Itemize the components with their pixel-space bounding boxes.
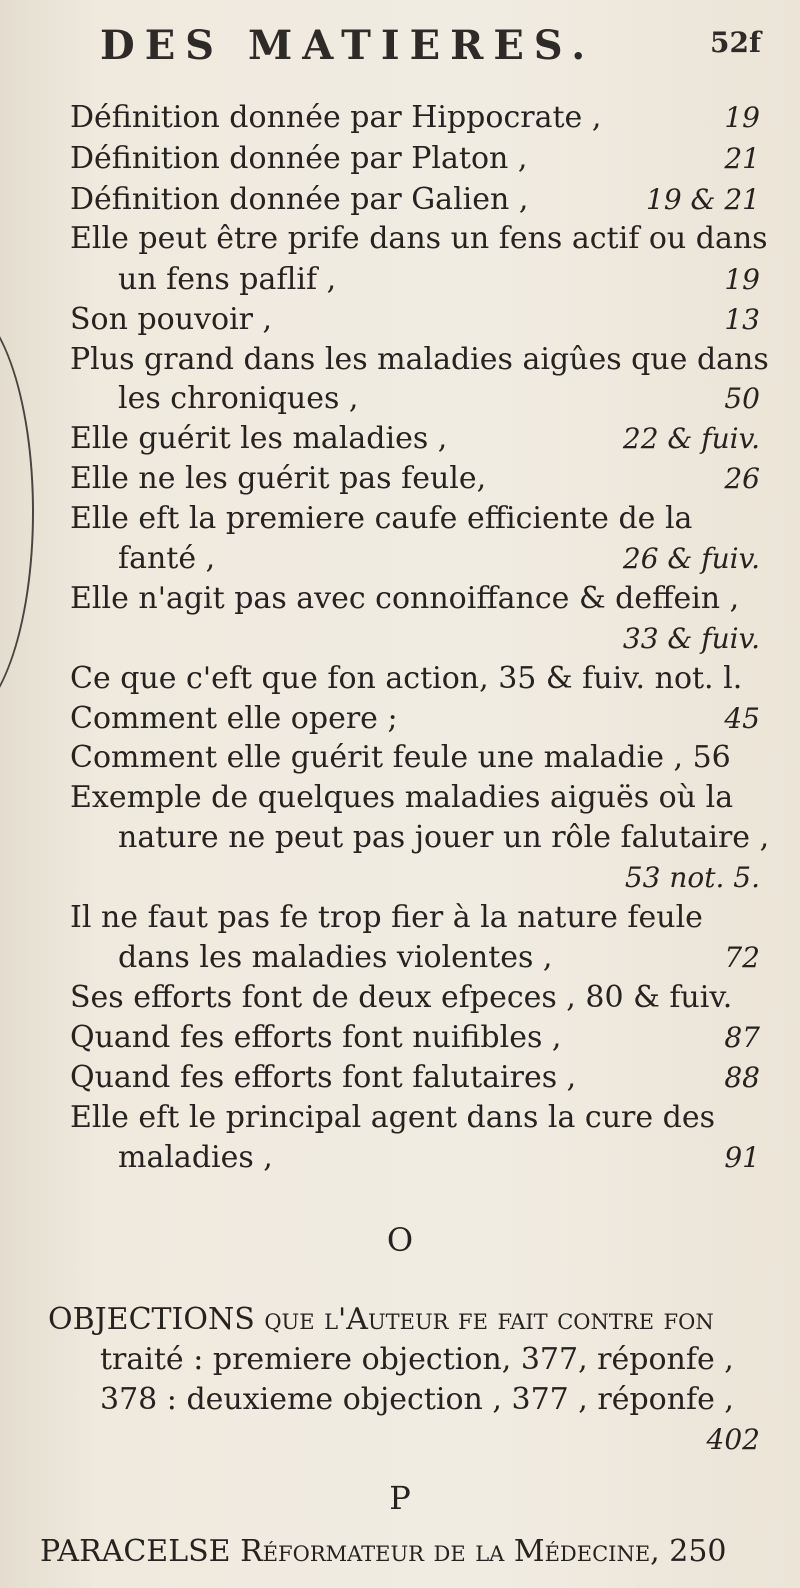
index-entry-text: Il ne faut pas fe trop fier à la nature feule xyxy=(70,900,703,935)
index-entry-text: OBJECTIONS que l'Auteur fe fait contre fon xyxy=(48,1302,714,1337)
page-header xyxy=(0,10,800,80)
index-entry-text: Exemple de quelques maladies aiguës où la xyxy=(70,780,734,815)
index-entry-text: les chroniques , xyxy=(118,381,359,416)
page-number: 52f xyxy=(710,26,762,59)
index-entry-text: maladies , xyxy=(118,1140,273,1175)
index-entry-text: dans les maladies violentes , xyxy=(118,940,553,975)
index-entry-text: Son pouvoir , xyxy=(70,302,273,337)
index-entry-ref: 19 xyxy=(724,101,760,134)
index-entry-text: Elle n'agit pas avec connoiffance & deffein , xyxy=(70,581,740,616)
index-entry-text: Elle eft le principal agent dans la cure des xyxy=(70,1100,716,1135)
index-entry-ref: 91 xyxy=(724,1141,760,1174)
index-entry-text: PARACELSE Réformateur de la Médecine, 250 xyxy=(40,1534,727,1569)
index-entry-text: Comment elle opere ; xyxy=(70,701,398,736)
index-entry-ref: 53 not. 5. xyxy=(624,861,760,894)
index-entry-text: Elle eft la premiere caufe efficiente de la xyxy=(70,501,693,536)
index-entry-text: Quand fes efforts font nuifibles , xyxy=(70,1020,562,1055)
index-entry-ref: 21 xyxy=(724,142,760,175)
index-entry-ref: 19 & 21 xyxy=(646,183,760,216)
index-entry-ref: 50 xyxy=(724,382,760,415)
index-entry-ref: 13 xyxy=(724,303,760,336)
index-entry-text: Elle ne les guérit pas feule, xyxy=(70,461,487,496)
index-entry-ref: 19 xyxy=(724,263,760,296)
index-entry-text: Comment elle guérit feule une maladie , 56 xyxy=(70,740,731,775)
index-entry-text: Définition donnée par Hippocrate , xyxy=(70,100,602,135)
index-entry-ref: 88 xyxy=(724,1061,760,1094)
index-entry-text: 378 : deuxieme objection , 377 , réponfe , xyxy=(100,1382,734,1417)
index-entry-ref: 45 xyxy=(724,702,760,735)
section-letter-p: P xyxy=(389,1479,411,1517)
index-entry-text: Définition donnée par Galien , xyxy=(70,182,529,217)
index-entry-text: traité : premiere objection, 377, réponfe , xyxy=(100,1342,734,1377)
index-entry-text: Elle guérit les maladies , xyxy=(70,421,448,456)
index-entry-text: nature ne peut pas jouer un rôle falutaire , xyxy=(118,820,770,855)
index-entry-text: Elle peut être prife dans un fens actif ou dans xyxy=(70,221,768,256)
index-entry-text: un fens paflif , xyxy=(118,262,337,297)
index-entry-ref: 402 xyxy=(706,1423,760,1456)
index-entry-text: Définition donnée par Platon , xyxy=(70,141,528,176)
index-entry-ref: 22 & fuiv. xyxy=(622,422,760,455)
index-entry-text: Ses efforts font de deux efpeces , 80 & fuiv. xyxy=(70,980,733,1015)
index-entry-text: Plus grand dans les maladies aigûes que dans xyxy=(70,342,769,377)
index-entry-ref: 87 xyxy=(724,1021,760,1054)
page-curl-mark xyxy=(0,300,34,724)
index-entry-text: Quand fes efforts font falutaires , xyxy=(70,1060,577,1095)
index-entry-ref: 33 & fuiv. xyxy=(622,622,760,655)
section-letter-o: O xyxy=(386,1221,414,1259)
index-entry-ref: 26 xyxy=(724,462,760,495)
index-entry-text: Ce que c'eft que fon action, 35 & fuiv. not. l. xyxy=(70,661,743,696)
index-entry-ref: 26 & fuiv. xyxy=(622,542,760,575)
index-entry-ref: 72 xyxy=(724,941,760,974)
index-entry-text: fanté , xyxy=(118,541,216,576)
running-title: DES MATIERES. xyxy=(100,22,596,69)
